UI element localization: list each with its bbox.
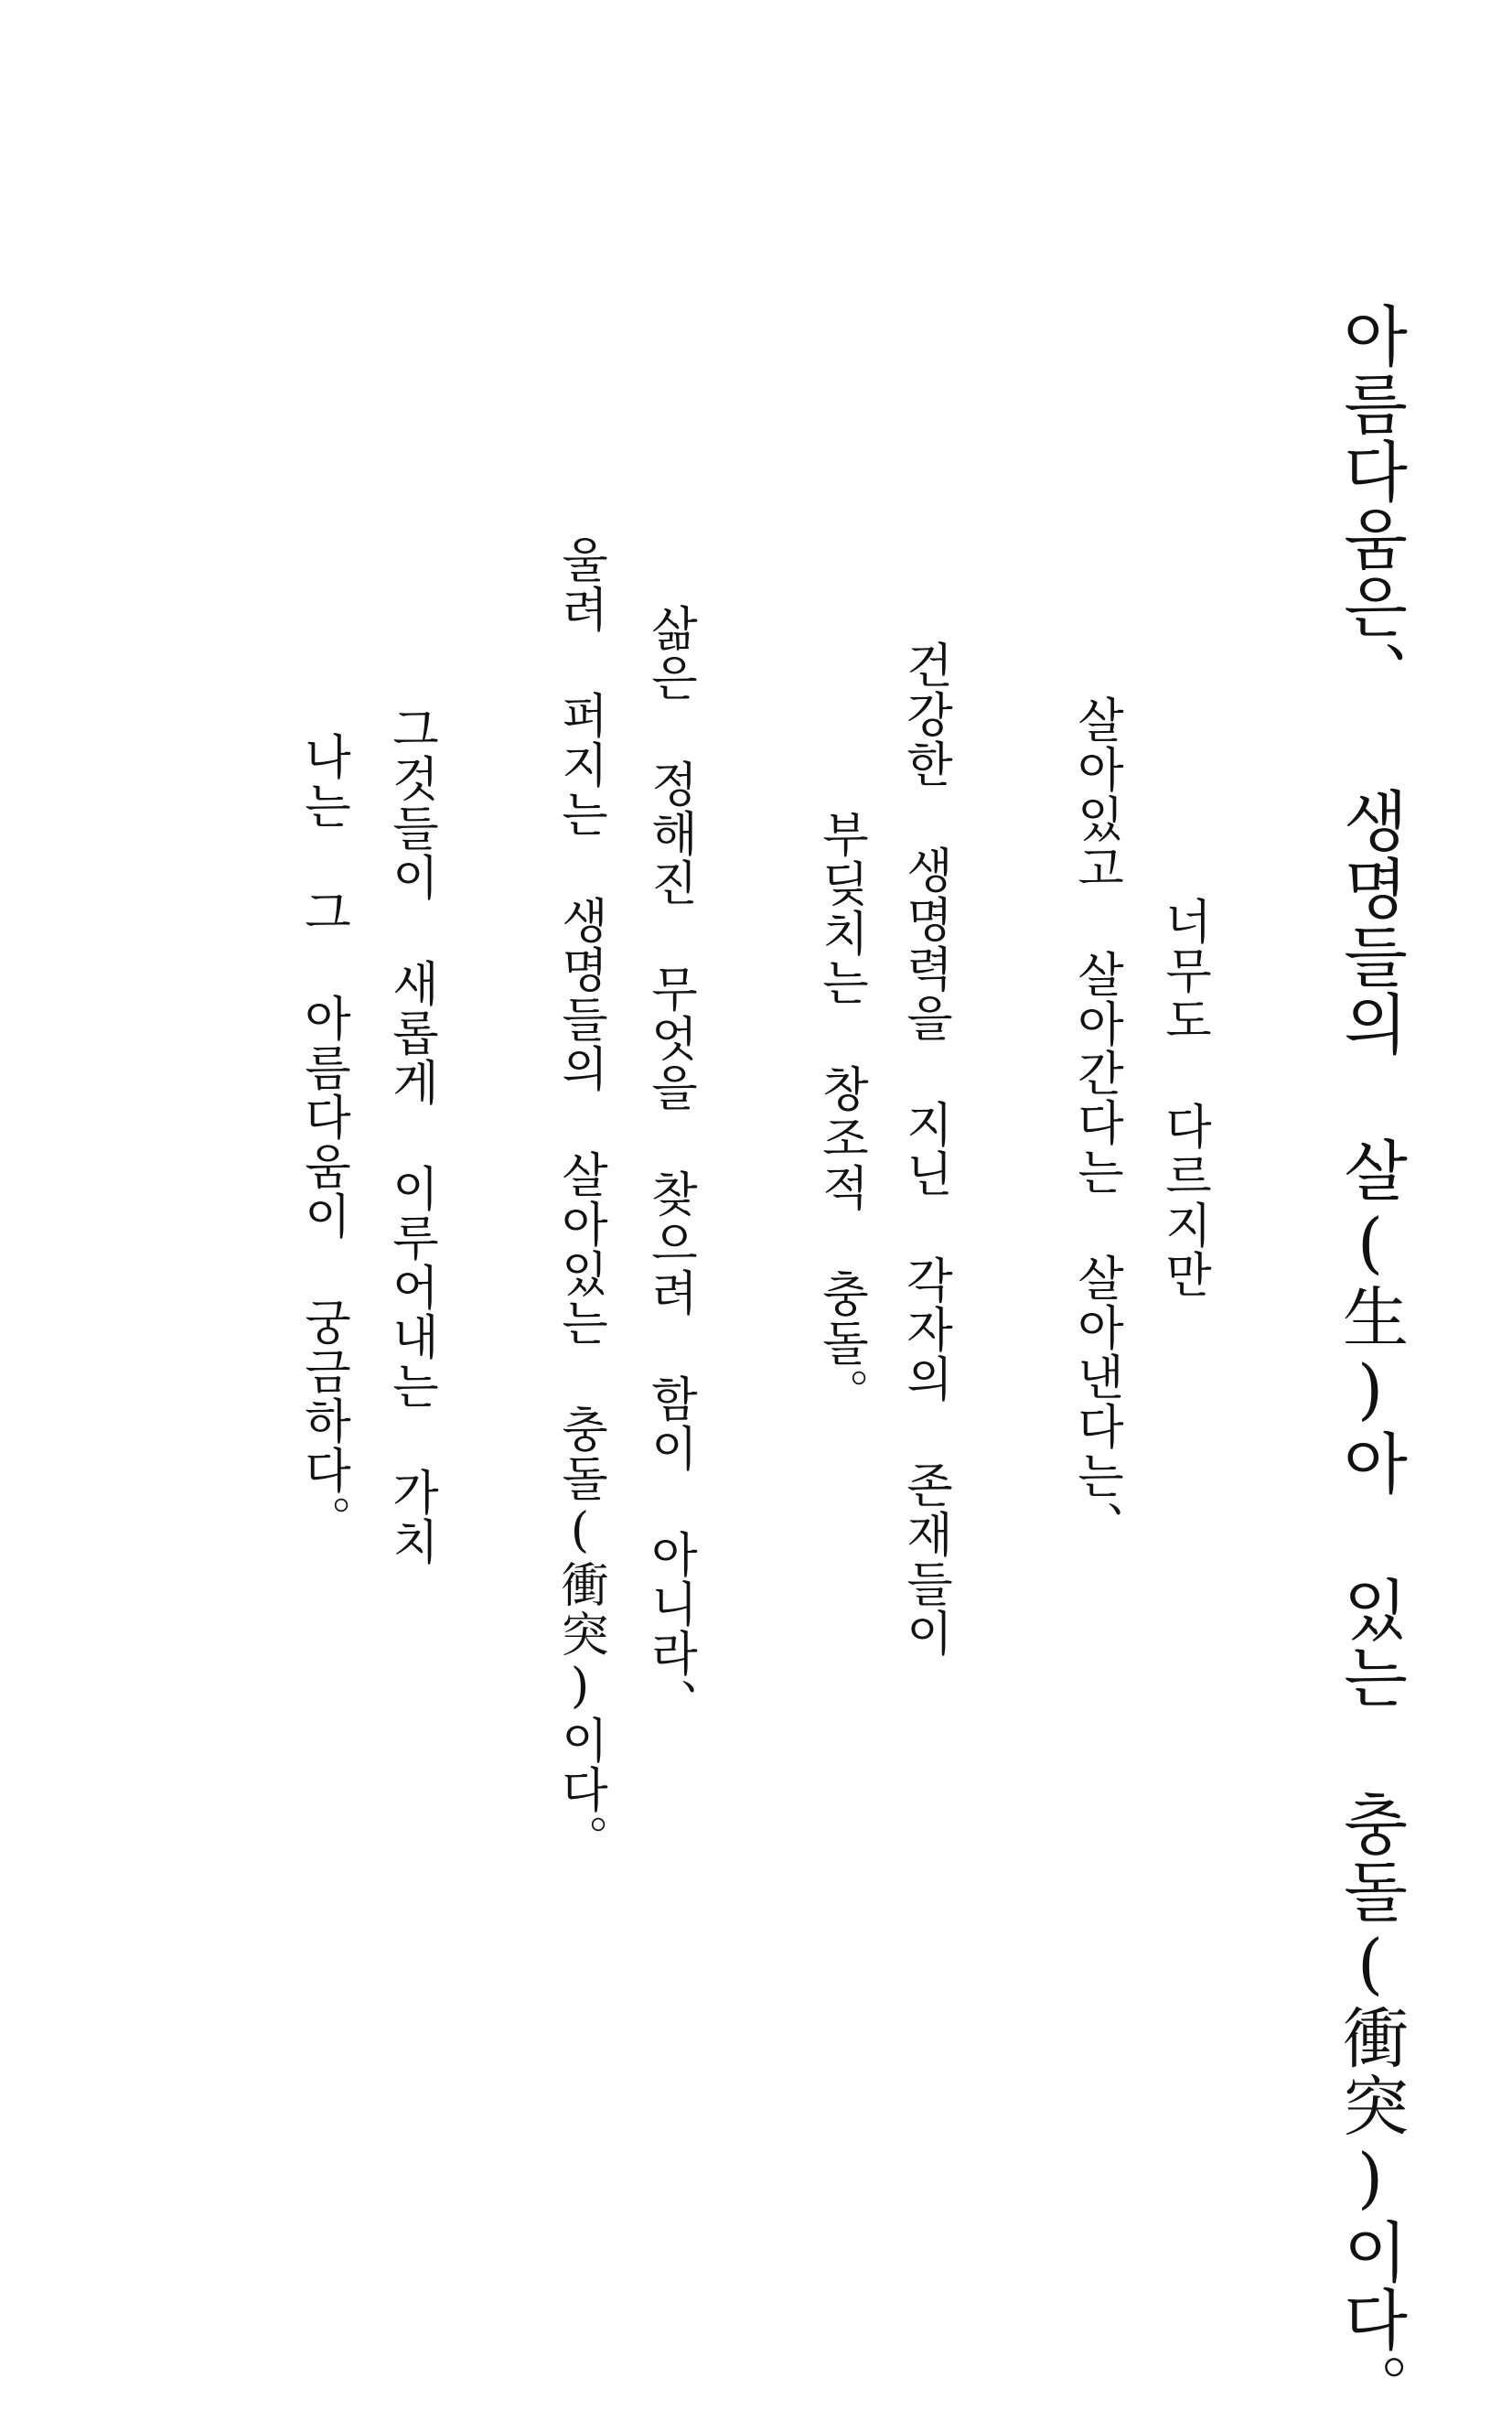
poem-line-2: 살아있고 살아간다는 살아낸다는、: [1068, 695, 1123, 1550]
poem-line-3: 건강한 생명력을 지닌 각자의 존재들이: [897, 640, 952, 1658]
poem-line-8: 나는 그 아름다움이 궁금하다。: [295, 732, 350, 1544]
poem-line-1: 너무도 다르지만: [1156, 897, 1211, 1299]
poem-title: 아름다움은、 생명들의 살(生)아 있는 충돌(衝突)이다。: [1332, 302, 1409, 2421]
poem-line-7: 그것들이 새롭게 이루어내는 가치: [383, 705, 438, 1566]
poem-line-5: 삶은 정해진 무엇을 찾으려 함이 아니라、: [642, 604, 697, 1727]
poem-line-4: 부딪치는 창조적 충돌。: [813, 810, 868, 1417]
poem-line-6: 울려 퍼지는 생명들의 살아있는 충돌(衝突)이다。: [552, 535, 607, 1864]
